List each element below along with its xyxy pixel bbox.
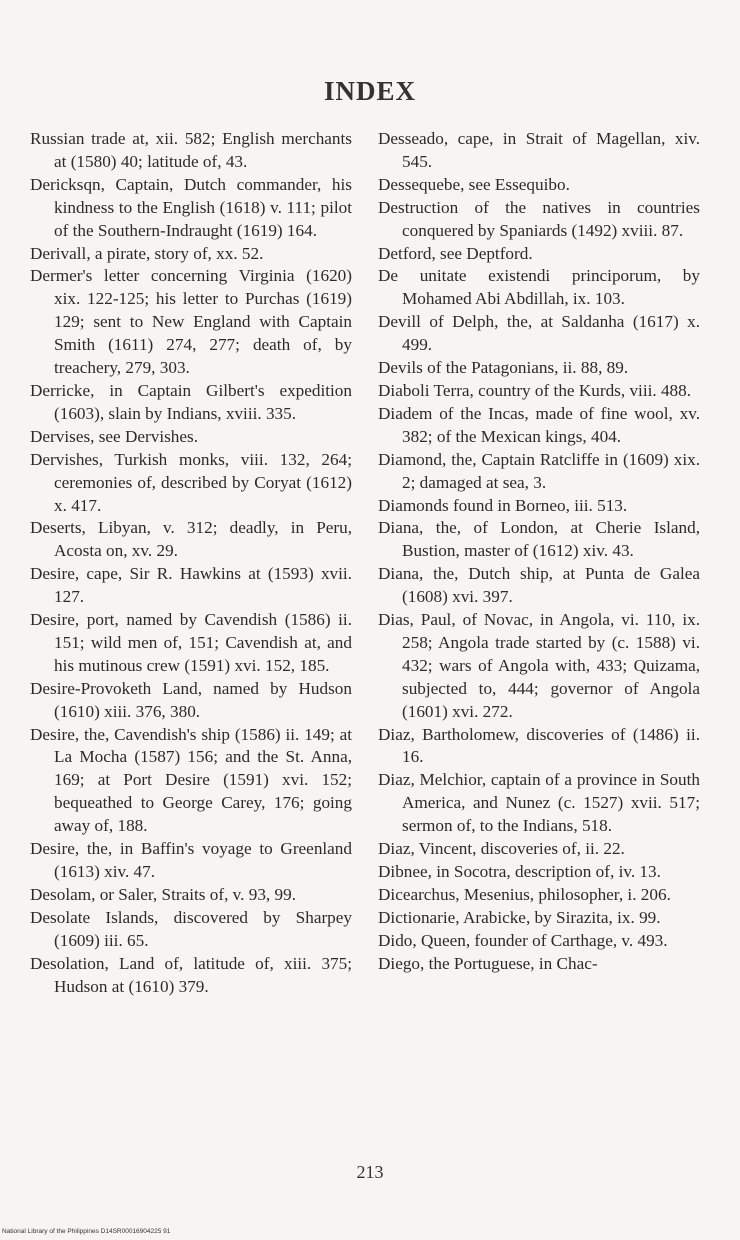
index-entry: Deserts, Libyan, v. 312; deadly, in Peru, Acosta on, xv. 29.	[30, 518, 352, 561]
index-entry: Diana, the, of London, at Cherie Island, Bustion, master of (1612) xiv. 43.	[378, 518, 700, 561]
index-entry: Diaz, Vincent, discoveries of, ii. 22.	[378, 839, 625, 859]
index-entry: Diaz, Bartholomew, discoveries of (1486) ii. 16.	[378, 724, 700, 767]
index-entry: Devils of the Patagonians, ii. 88, 89.	[378, 358, 629, 378]
index-entry: Desire, port, named by Cavendish (1586) ii. 151; wild men of, 151; Cavendish at, and his mutinous crew (1591) xvi. 152, 185.	[30, 610, 352, 675]
scan-footer: National Library of the Philippines D14SR00016904225 91	[2, 1228, 171, 1235]
index-entry: Detford, see Deptford.	[378, 243, 533, 263]
index-entry: Dervises, see Dervishes.	[30, 426, 199, 446]
index-entry: Desolam, or Saler, Straits of, v. 93, 99.	[30, 884, 296, 904]
index-entry: Diadem of the Incas, made of fine wool, xv. 382; of the Mexican kings, 404.	[378, 403, 700, 446]
index-entry: Dido, Queen, founder of Carthage, v. 493.	[378, 930, 668, 950]
index-entry: Dibnee, in Socotra, description of, iv. 13.	[378, 862, 661, 881]
index-entry: Diaboli Terra, country of the Kurds, viii. 488.	[378, 380, 692, 400]
index-entry: Dictionarie, Arabicke, by Sirazita, ix. 99.	[378, 907, 661, 927]
index-column-left	[30, 128, 352, 998]
index-entry: Desire, the, Cavendish's ship (1586) ii. 149; at La Mocha (1587) 156; and the St. Anna, 169; at Port Desire (1591) xvi. 152; bequeathed to George Carey, 176; going away of, 188.	[30, 724, 352, 836]
index-entry: Diamonds found in Borneo, iii. 513.	[378, 495, 628, 515]
page-number: 213	[356, 1162, 384, 1182]
index-entry: Desseado, cape, in Strait of Magellan, xiv. 545.	[378, 129, 700, 171]
index-entry: Diana, the, Dutch ship, at Punta de Galea (1608) xvi. 397.	[378, 564, 700, 607]
index-entry: Dervishes, Turkish monks, viii. 132, 264; ceremonies of, described by Coryat (1612) x. 417.	[30, 449, 352, 515]
index-entry: Devill of Delph, the, at Saldanha (1617) x. 499.	[378, 312, 700, 355]
index-entry: Dericksqn, Captain, Dutch commander, his kindness to the English (1618) v. 111; pilot of the Southern-Indraught (1619) 164.	[30, 174, 352, 240]
index-entry: Dermer's letter concerning Virginia (1620) xix. 122-125; his letter to Purchas (1619) 129; sent to New England with Captain Smith (1611) 274, 277; death of, by treachery, 279, 303.	[30, 266, 352, 378]
index-entry: Dias, Paul, of Novac, in Angola, vi. 110, ix. 258; Angola trade started by (c. 1588) vi. 432; wars of Angola with, 433; Quizama, subjected to, 444; governor of Angola (1601) xvi. 272.	[378, 610, 700, 721]
index-column-right	[378, 128, 700, 976]
index-entry: De unitate existendi principorum, by Mohamed Abi Abdillah, ix. 103.	[378, 266, 700, 309]
index-entry: Desire, the, in Baffin's voyage to Greenland (1613) xiv. 47.	[30, 839, 352, 881]
index-entry: Desire-Provoketh Land, named by Hudson (1610) xiii. 376, 380.	[30, 678, 352, 721]
index-entry: Derivall, a pirate, story of, xx. 52.	[30, 243, 264, 263]
index-entry: Diamond, the, Captain Ratcliffe in (1609) xix. 2; damaged at sea, 3.	[378, 449, 700, 492]
index-entry: Desolation, Land of, latitude of, xiii. 375; Hudson at (1610) 379.	[30, 953, 352, 996]
index-entry: Desolate Islands, discovered by Sharpey (1609) iii. 65.	[30, 907, 352, 950]
index-entry: Desire, cape, Sir R. Hawkins at (1593) xvii. 127.	[30, 564, 352, 607]
index-entry: Destruction of the natives in countries conquered by Spaniards (1492) xviii. 87.	[378, 197, 700, 240]
index-entry: Russian trade at, xii. 582; English merchants at (1580) 40; latitude of, 43.	[30, 129, 352, 171]
index-entry: Derricke, in Captain Gilbert's expedition (1603), slain by Indians, xviii. 335.	[30, 380, 352, 423]
index-entry: Dicearchus, Mesenius, philosopher, i. 206.	[378, 884, 671, 904]
index-entry: Dessequebe, see Essequibo.	[378, 174, 570, 194]
page-title: INDEX	[323, 76, 416, 106]
index-entry: Diaz, Melchior, captain of a province in South America, and Nunez (c. 1527) xvii. 517; sermon of, to the Indians, 518.	[378, 770, 700, 836]
index-entry: Diego, the Portuguese, in Chac-	[378, 953, 598, 973]
